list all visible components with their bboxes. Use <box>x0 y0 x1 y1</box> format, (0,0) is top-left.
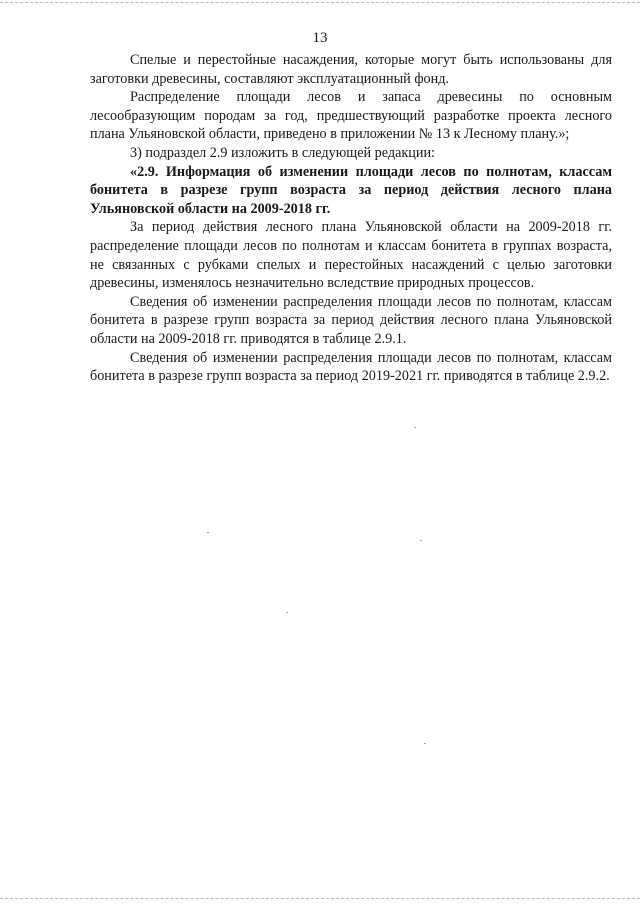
paragraph-distribution-appendix: Распределение площади лесов и запаса древесины по основным лесообразующим породам за год, предшествующий разработке проекта лесного плана Ульяновской области, приведено в приложении № 13 к Лесному плану.»; <box>90 89 612 143</box>
page-number: 13 <box>312 30 328 46</box>
scan-edge-bottom <box>0 898 640 900</box>
paragraph-period-summary: За период действия лесного плана Ульяновской области на 2009-2018 гг. распределение площади лесов по полнотам и классам бонитета в группах возраста, не связанных с рубками спелых и перестойных насаждений с целью заготовки древесины, изменялось незначительно вследствие природных процессов. <box>90 219 612 292</box>
paragraph-table-2-9-1-reference: Сведения об изменении распределения площади лесов по полнотам, классам бонитета в разрезе групп возраста за период действия лесного плана Ульяновской области на 2009-2018 гг. приводятся в таблице 2.9.1. <box>90 293 612 347</box>
scan-speck <box>420 540 422 541</box>
paragraph-amendment-instruction: 3) подраздел 2.9 изложить в следующей редакции: <box>130 144 435 161</box>
paragraph-table-2-9-2-reference: Сведения об изменении распределения площади лесов по полнотам, классам бонитета в разрезе групп возраста за период 2019-2021 гг. приводятся в таблице 2.9.2. <box>90 349 612 385</box>
scan-edge-top <box>0 2 640 4</box>
body-text <box>90 51 612 386</box>
paragraph-exploitation-fund: Спелые и перестойные насаждения, которые могут быть использованы для заготовки древесины, составляют эксплуатационный фонд. <box>90 52 612 87</box>
scan-speck <box>286 612 288 613</box>
section-heading: «2.9. Информация об изменении площади лесов по полнотам, классам бонитета в разрезе групп возраста за период действия лесного плана Ульяновской области на 2009-2018 гг. <box>90 163 612 217</box>
scan-speck <box>424 743 426 744</box>
scan-speck <box>414 427 416 428</box>
scan-speck <box>207 532 209 533</box>
